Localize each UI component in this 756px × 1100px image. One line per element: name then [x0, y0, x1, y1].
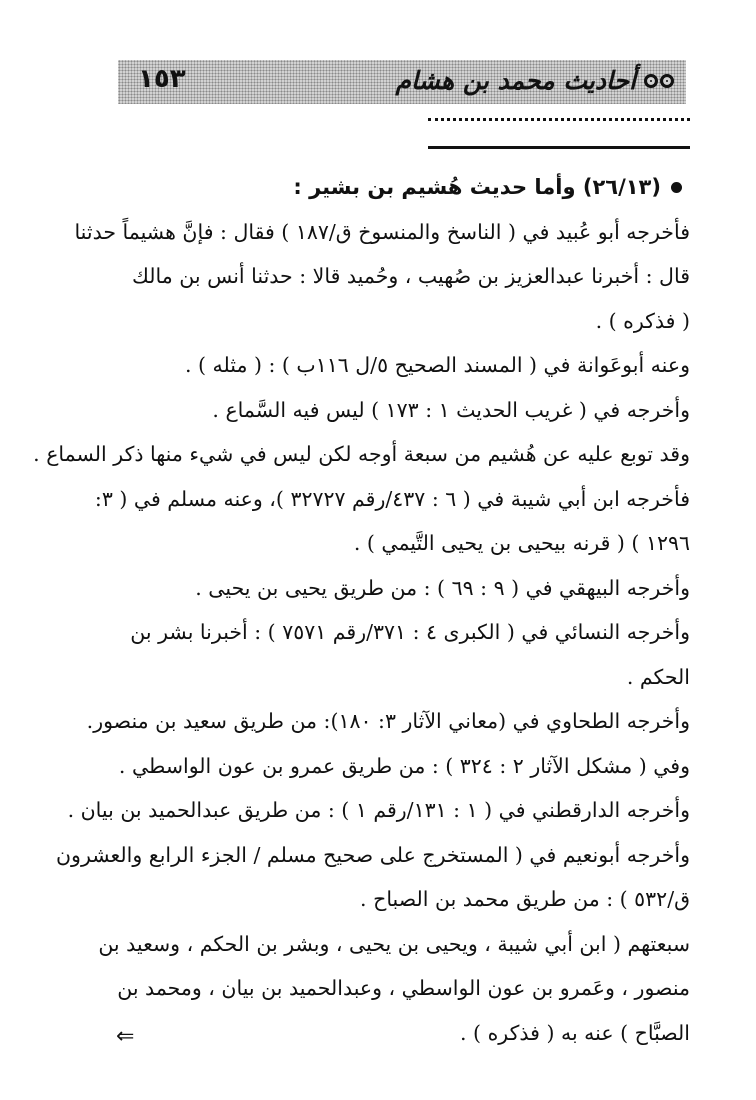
page-number: ١٥٣ [138, 64, 186, 94]
text-line: وأخرجه الطحاوي في (معاني الآثار ٣: ١٨٠): من طريق سعيد بن منصور. [86, 709, 690, 733]
text-line: فأخرجه أبو عُبيد في ( الناسخ والمنسوخ ق/١٨٧ ) فقال : فإنَّ هشيماً حدثنا [74, 219, 690, 244]
text-line: وأخرجه النسائي في ( الكبرى ٤ : ٣٧١/رقم ٧٥٧١ ) : أخبرنا بشر بن [130, 620, 690, 644]
solid-divider [428, 146, 690, 149]
page-body [33, 165, 690, 1055]
text-line: ( فذكره ) . [595, 308, 690, 333]
text-line: وقد توبع عليه عن هُشيم من سبعة أوجه لكن ليس في شيء منها ذكر السماع . [33, 442, 690, 466]
dotted-divider [428, 118, 690, 121]
text-line: وأخرجه في ( غريب الحديث ١ : ١٧٣ ) ليس فيه السَّماع . [212, 397, 690, 422]
running-title-group [396, 66, 674, 95]
running-title: أحاديث محمد بن هشام [395, 66, 636, 95]
section-heading-text: (٢٦/١٣) وأما حديث هُشيم بن بشير : [293, 175, 661, 199]
next-page-arrow-icon: ⇐ [116, 1024, 135, 1049]
text-line: وفي ( مشكل الآثار ٢ : ٣٢٤ ) : من طريق عمرو بن عون الواسطي . [118, 753, 690, 778]
text-line: منصور ، وعَمرو بن عون الواسطي ، وعبدالحميد بن بيان ، ومحمد بن [117, 976, 690, 1000]
text-line: وأخرجه أبونعيم في ( المستخرج على صحيح مسلم / الجزء الرابع والعشرون [55, 842, 690, 867]
text-line: ق/٥٣٢ ) : من طريق محمد بن الصباح . [360, 887, 690, 911]
double-circle-ornament-icon [644, 74, 674, 88]
text-line: وعنه أبوعَوانة في ( المسند الصحيح ٥/ل ١١٦ب ) : ( مثله ) . [184, 353, 690, 377]
page-header [118, 60, 686, 104]
text-line: سبعتهم ( ابن أبي شيبة ، ويحيى بن يحيى ، وبشر بن الحكم ، وسعيد بن [98, 931, 690, 956]
text-line: قال : أخبرنا عبدالعزيز بن صُهيب ، وحُميد قالا : حدثنا أنس بن مالك [132, 264, 690, 288]
text-line: الصبَّاح ) عنه به ( فذكره ) . [460, 1020, 690, 1045]
text-line: فأخرجه ابن أبي شيبة في ( ٦ : ٤٣٧/رقم ٣٢٧٢٧ )، وعنه مسلم في ( ٣: [94, 486, 690, 511]
text-line: الحكم . [626, 664, 690, 689]
text-line: ١٢٩٦ ) ( قرنه بيحيى بن يحيى التَّيمي ) . [353, 531, 690, 555]
text-line: وأخرجه البيهقي في ( ٩ : ٦٩ ) : من طريق يحيى بن يحيى . [195, 575, 690, 600]
bullet-icon [671, 182, 682, 193]
text-line: وأخرجه الدارقطني في ( ١ : ١٣١/رقم ١ ) : من طريق عبدالحميد بن بيان . [67, 798, 690, 822]
section-heading [100, 165, 690, 210]
